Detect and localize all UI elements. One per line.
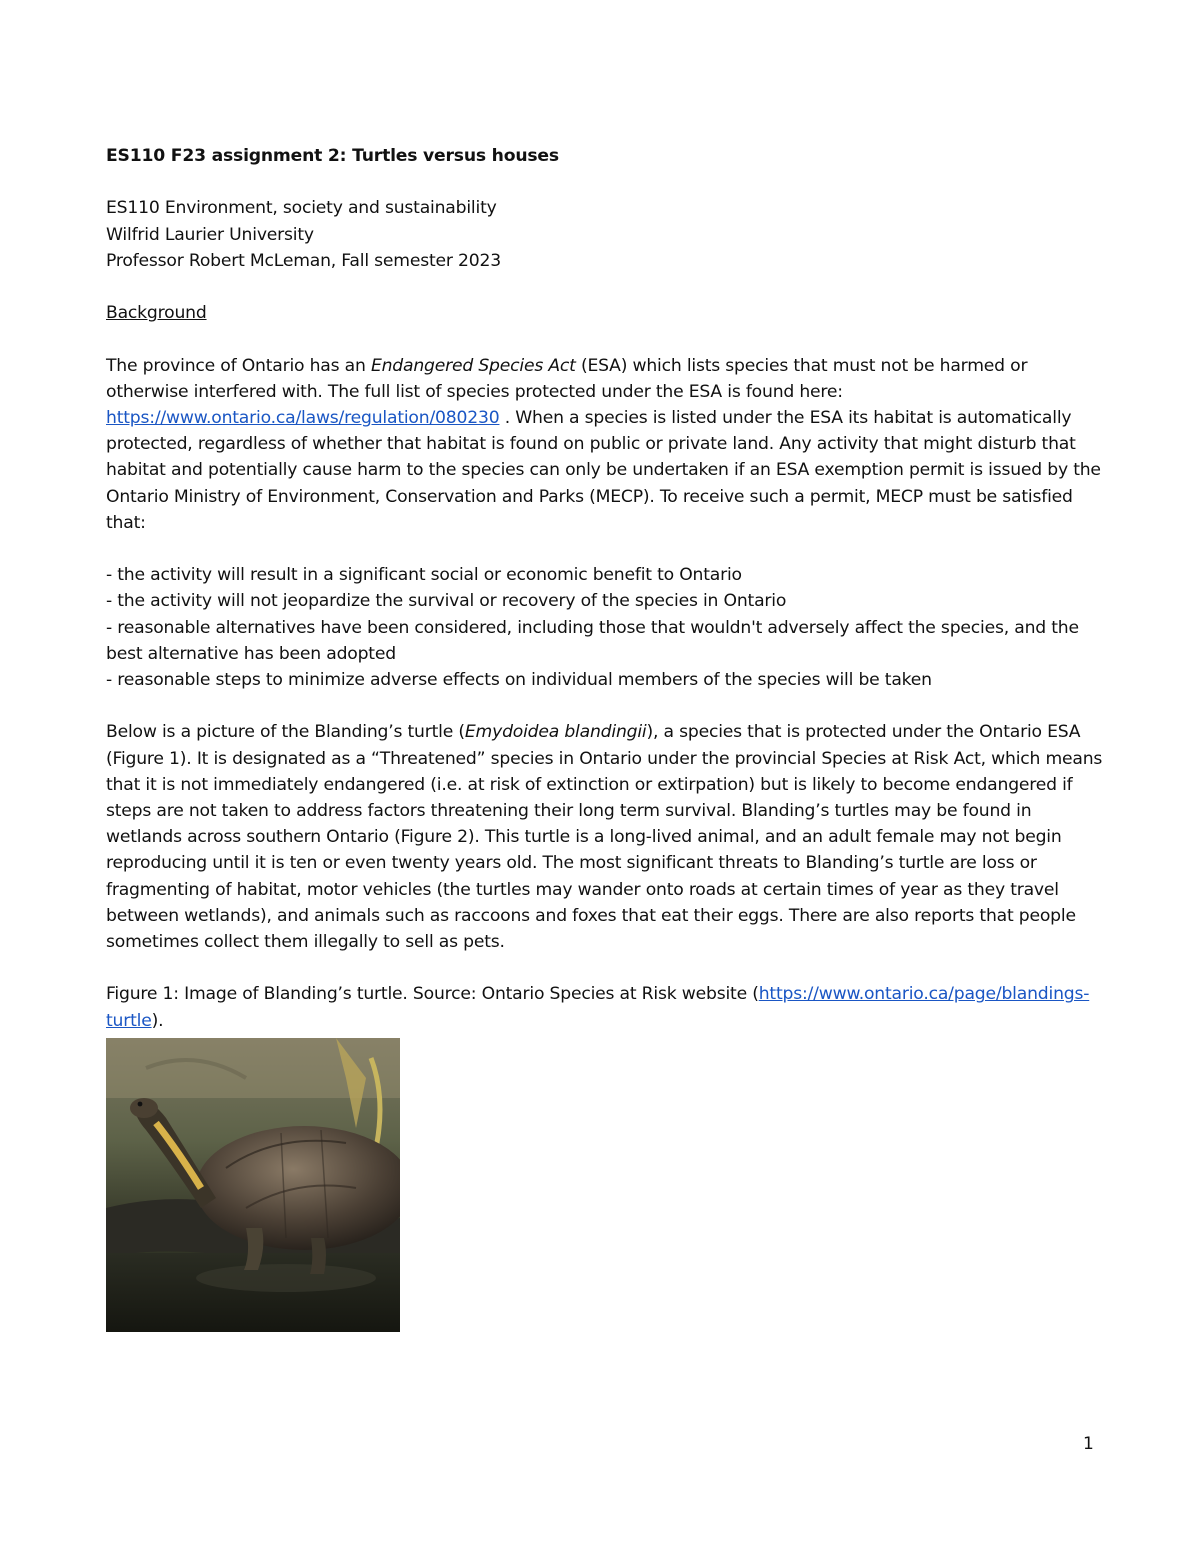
paragraph-turtle [106, 719, 1106, 955]
figure-1-caption [106, 981, 1106, 1033]
paragraph-esa [106, 353, 1106, 536]
scientific-name: Emydoidea blandingii [464, 722, 647, 743]
criteria-item: - reasonable alternatives have been considered, including those that wouldn't adversely affect the species, and the best alternative has been adopted [106, 617, 1079, 664]
criteria-item: - the activity will not jeopardize the survival or recovery of the species in Ontario [106, 591, 787, 612]
course-name: ES110 Environment, society and sustainability [106, 198, 497, 219]
section-heading-background: Background [106, 303, 207, 324]
caption-text-1: Figure 1: Image of Blanding’s turtle. Source: Ontario Species at Risk website ( [106, 984, 759, 1005]
act-name: Endangered Species Act [370, 355, 576, 376]
page-number: 1 [1083, 1434, 1094, 1454]
criteria-item: - reasonable steps to minimize adverse effects on individual members of the species will be taken [106, 670, 932, 690]
paragraph-esa-text-3: . When a species is listed under the ESA its habitat is automatically protected, regardless of whether that habitat is found on public or private land. Any activity that might disturb that habitat and potentially cause harm to the species can only be undertaken if an ESA exemption permit is issued by the Ontario Ministry of Environment, Conservation and Parks (MECP). To receive such a permit, MECP must be satisfied that: [106, 407, 1101, 533]
caption-text-2: ). [151, 1010, 164, 1031]
document-body [106, 143, 1106, 1332]
regulation-link[interactable]: https://www.ontario.ca/laws/regulation/080230 [106, 407, 500, 428]
paragraph-esa-text-1: The province of Ontario has an [106, 355, 371, 376]
university-name: Wilfrid Laurier University [106, 224, 314, 245]
paragraph-turtle-text-1: Below is a picture of the Blanding’s turtle ( [106, 722, 465, 743]
turtle-photo [106, 1038, 400, 1332]
paragraph-turtle-text-2: ), a species that is protected under the Ontario ESA (Figure 1). It is designated as a “Threatened” species in Ontario under the provincial Species at Risk Act, which means that it is not immediately endangered (i.e. at risk of extinction or extirpation) but is likely to become endangered if steps are not taken to address factors threatening their long term survival. Blanding’s turtles may be found in wetlands across southern Ontario (Figure 2). This turtle is a long-lived animal, and an adult female may not begin reproducing until it is ten or even twenty years old. The most significant threats to Blanding’s turtle are loss or fragmenting of habitat, motor vehicles (the turtles may wander onto roads at certain times of year as they travel between wetlands), and animals such as raccoons and foxes that eat their eggs. There are also reports that people sometimes collect them illegally to sell as pets. [106, 722, 1103, 953]
professor-line: Professor Robert McLeman, Fall semester 2023 [106, 250, 501, 271]
criteria-item: - the activity will result in a significant social or economic benefit to Ontario [106, 565, 742, 586]
blandings-turtle-link[interactable]: https://www.ontario.ca/page/blandings-turtle [106, 984, 1090, 1031]
paragraph-esa-text-2: (ESA) which lists species that must not be harmed or otherwise interfered with. The full list of species protected under the ESA is found here: [106, 355, 1028, 402]
document-title: ES110 F23 assignment 2: Turtles versus houses [106, 146, 559, 166]
